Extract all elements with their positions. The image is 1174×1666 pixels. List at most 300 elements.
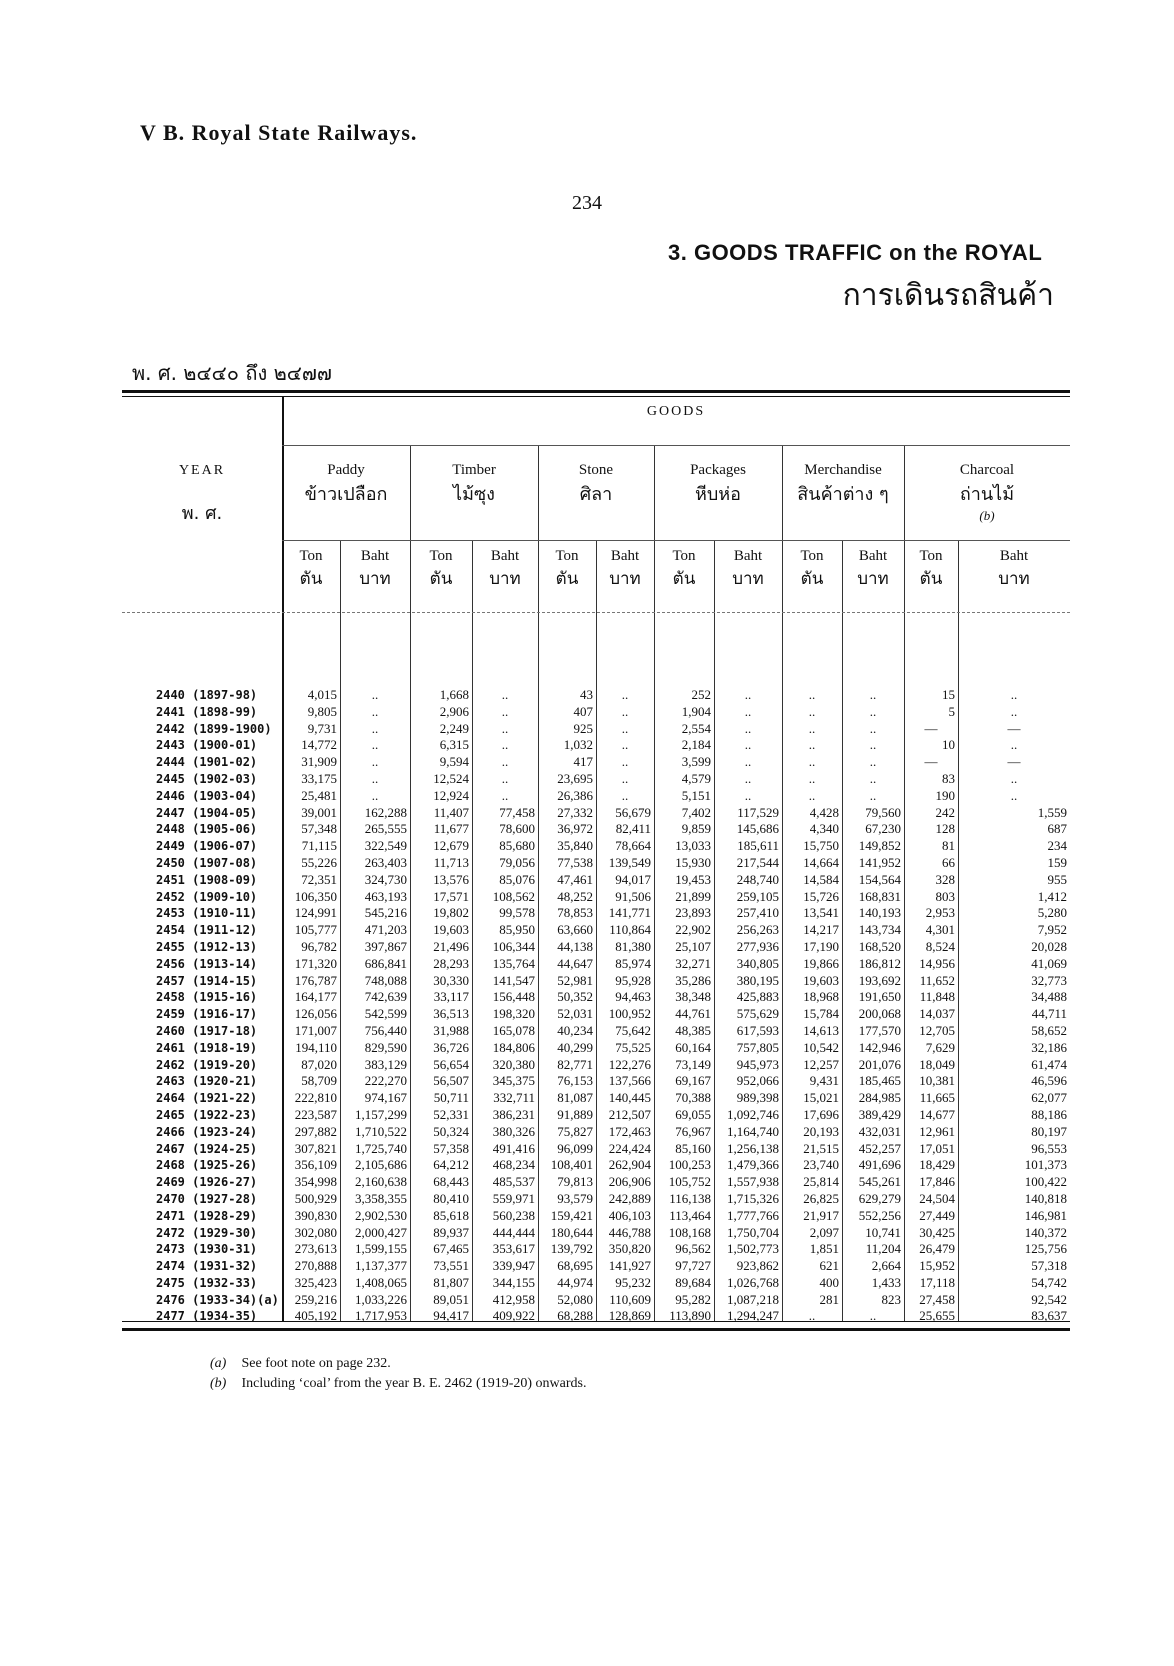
value-cell: 81,087 [557,1090,593,1106]
value-cell: 18,968 [803,989,839,1005]
value-cell: 57,348 [301,821,337,837]
unit-header-baht [958,548,1070,592]
value-cell: 24,504 [919,1190,955,1206]
value-cell: 19,802 [433,905,469,921]
unit-header-baht [842,548,904,592]
value-cell: 156,448 [492,989,535,1005]
value-cell: 60,164 [675,1039,711,1055]
value-cell: 340,805 [736,955,779,971]
value-cell: 259,105 [736,888,779,904]
value-cell: 33,175 [301,770,337,786]
value-cell: .. [744,737,752,753]
year-cell: 2471 (1928-29) [156,1208,258,1223]
value-cell: 11,665 [919,1090,955,1106]
value-cell: 756,440 [364,1022,407,1038]
value-cell: 135,764 [492,955,535,971]
value-cell: 9,805 [307,703,337,719]
value-cell: 14,584 [803,871,839,887]
value-cell: 194,110 [295,1039,337,1055]
value-cell: 40,234 [557,1022,593,1038]
value-cell: 64,212 [433,1157,469,1173]
value-cell: 324,730 [364,871,407,887]
year-cell: 2463 (1920-21) [156,1074,258,1089]
unit-label-thai: บาท [359,569,391,589]
unit-header-ton [538,548,596,592]
value-cell: 386,231 [492,1106,535,1122]
value-cell: 15,784 [803,1006,839,1022]
value-cell: 262,904 [608,1157,651,1173]
value-cell: 1,137,377 [355,1258,407,1274]
value-cell: 11,652 [919,972,955,988]
value-cell: 143,734 [858,922,901,938]
goods-traffic-table [122,687,1070,1325]
value-cell: 92,542 [1031,1291,1067,1307]
value-cell: 432,031 [858,1123,901,1139]
value-cell: 184,806 [492,1039,535,1055]
units-rule [122,612,1070,613]
table-row [122,1006,1070,1023]
page-number: 234 [572,192,602,214]
value-cell: 140,818 [1024,1190,1067,1206]
value-cell: 81,380 [615,938,651,954]
value-cell: 1,904 [681,703,711,719]
value-cell: 12,924 [433,787,469,803]
value-cell: .. [869,1308,877,1324]
value-cell: 105,752 [668,1174,711,1190]
value-cell: .. [808,787,816,803]
value-cell: 57,358 [433,1140,469,1156]
value-cell: 52,080 [557,1291,593,1307]
value-cell: 66 [942,854,955,870]
value-cell: 380,326 [492,1123,535,1139]
table-row [122,821,1070,838]
table-row [122,1275,1070,1292]
value-cell: 2,664 [871,1258,901,1274]
value-cell: 15,726 [803,888,839,904]
value-cell: — [1007,754,1021,770]
value-cell: 1,599,155 [355,1241,407,1257]
value-cell: 21,515 [803,1140,839,1156]
year-cell: 2473 (1930-31) [156,1242,258,1257]
value-cell: 242,889 [608,1190,651,1206]
value-cell: 32,271 [675,955,711,971]
value-cell: 742,639 [364,989,407,1005]
table-row [122,1040,1070,1057]
value-cell: 10,381 [919,1073,955,1089]
table-row [122,1107,1070,1124]
value-cell: 142,946 [858,1039,901,1055]
value-cell: 139,792 [550,1241,593,1257]
value-cell: 400 [819,1274,839,1290]
category-header-packages [654,462,782,508]
value-cell: 13,033 [675,838,711,854]
value-cell: 14,613 [803,1022,839,1038]
value-cell: 1,715,326 [727,1190,779,1206]
value-cell: 186,812 [858,955,901,971]
value-cell: 444,444 [492,1224,535,1240]
value-cell: 380,195 [736,972,779,988]
category-name-thai: ถ่านไม้ [959,484,1015,505]
value-cell: 452,257 [858,1140,901,1156]
value-cell: 44,647 [557,955,593,971]
unit-label: Baht [733,548,763,564]
value-cell: 55,226 [301,854,337,870]
value-cell: 1,408,065 [355,1274,407,1290]
value-cell: 13,541 [803,905,839,921]
value-cell: 94,017 [615,871,651,887]
value-cell: 93,579 [557,1190,593,1206]
value-cell: 18,049 [919,1056,955,1072]
value-cell: 139,549 [608,854,651,870]
value-cell: 168,831 [858,888,901,904]
value-cell: 38,348 [675,989,711,1005]
value-cell: 242 [935,804,955,820]
value-cell: 15,750 [803,838,839,854]
value-cell: 117,529 [737,804,779,820]
value-cell: .. [808,703,816,719]
value-cell: 110,864 [609,922,651,938]
value-cell: 44,761 [675,1006,711,1022]
value-cell: 5 [948,703,955,719]
value-cell: 128 [935,821,955,837]
table-row [122,1308,1070,1325]
year-cell: 2462 (1919-20) [156,1057,258,1072]
table-row [122,1191,1070,1208]
value-cell: 15,952 [919,1258,955,1274]
value-cell: 2,249 [439,720,469,736]
value-cell: .. [371,787,379,803]
table-row [122,1057,1070,1074]
unit-label: Ton [429,548,453,564]
value-cell: 36,513 [433,1006,469,1022]
value-cell: 397,867 [364,938,407,954]
value-cell: 2,902,530 [355,1207,407,1223]
value-cell: 79,813 [557,1174,593,1190]
value-cell: 73,551 [433,1258,469,1274]
goods-label: GOODS [646,404,706,419]
value-cell: 27,332 [557,804,593,820]
table-row [122,939,1070,956]
value-cell: 356,109 [294,1157,337,1173]
table-row [122,771,1070,788]
category-name: Charcoal [959,462,1015,478]
value-cell: 925 [573,720,593,736]
value-cell: .. [621,787,629,803]
value-cell: 5,280 [1037,905,1067,921]
year-cell: 2464 (1921-22) [156,1091,258,1106]
value-cell: 149,852 [858,838,901,854]
value-cell: 95,232 [615,1274,651,1290]
value-cell: .. [869,720,877,736]
value-cell: 23,893 [675,905,711,921]
value-cell: 15 [942,687,955,702]
value-cell: 100,253 [668,1157,711,1173]
value-cell: 99,578 [499,905,535,921]
value-cell: 69,055 [675,1106,711,1122]
value-cell: 58,652 [1031,1022,1067,1038]
value-cell: 140,372 [1024,1224,1067,1240]
value-cell: .. [371,703,379,719]
value-cell: 137,566 [608,1073,651,1089]
value-cell: 4,340 [809,821,839,837]
value-cell: 79,560 [865,804,901,820]
value-cell: .. [808,1308,816,1324]
value-cell: 491,696 [858,1157,901,1173]
value-cell: 26,479 [919,1241,955,1257]
value-cell: 12,705 [919,1022,955,1038]
value-cell: 1,725,740 [355,1140,407,1156]
value-cell: .. [621,703,629,719]
value-cell: 25,655 [919,1308,955,1324]
value-cell: 56,654 [433,1056,469,1072]
unit-header-baht [340,548,410,592]
value-cell: 18,429 [919,1157,955,1173]
value-cell: 259,216 [294,1291,337,1307]
unit-label: Ton [299,548,323,564]
value-cell: .. [744,687,752,702]
value-cell: 257,410 [736,905,779,921]
value-cell: 164,177 [294,989,337,1005]
table-row [122,1258,1070,1275]
value-cell: 500,929 [294,1190,337,1206]
value-cell: 72,351 [301,871,337,887]
table-row [122,1023,1070,1040]
value-cell: 108,562 [492,888,535,904]
value-cell: 165,078 [492,1022,535,1038]
value-cell: 1,433 [871,1274,901,1290]
unit-header-ton [282,548,340,592]
value-cell: 412,958 [492,1291,535,1307]
value-cell: 248,740 [736,871,779,887]
value-cell: 1,851 [809,1241,839,1257]
value-cell: 79,056 [499,854,535,870]
value-cell: 11,204 [865,1241,901,1257]
value-cell: 34,488 [1031,989,1067,1005]
table-row [122,838,1070,855]
value-cell: 52,031 [557,1006,593,1022]
value-cell: 1,164,740 [727,1123,779,1139]
value-cell: 141,952 [858,854,901,870]
value-cell: 44,711 [1031,1006,1067,1022]
value-cell: 126,056 [294,1006,337,1022]
year-cell: 2454 (1911-12) [156,923,258,938]
value-cell: 1,717,953 [355,1308,407,1324]
value-cell: 20,028 [1031,938,1067,954]
value-cell: 383,129 [364,1056,407,1072]
unit-label: Ton [800,548,824,564]
value-cell: 1,710,522 [355,1123,407,1139]
value-cell: 125,756 [1024,1241,1067,1257]
value-cell: .. [869,787,877,803]
value-cell: 76,967 [675,1123,711,1139]
category-name: Merchandise [804,462,882,478]
value-cell: 168,520 [858,938,901,954]
year-cell: 2440 (1897-98) [156,688,258,702]
value-cell: 19,866 [803,955,839,971]
value-cell: .. [1010,703,1018,719]
value-cell: 552,256 [858,1207,901,1223]
unit-label-thai: ตัน [672,569,696,589]
value-cell: 26,825 [803,1190,839,1206]
value-cell: .. [501,787,509,803]
value-cell: 2,000,427 [355,1224,407,1240]
value-cell: 1,256,138 [727,1140,779,1156]
value-cell: 23,740 [803,1157,839,1173]
value-cell: 32,773 [1031,972,1067,988]
value-cell: 14,772 [301,737,337,753]
value-cell: .. [501,720,509,736]
value-cell: 96,099 [557,1140,593,1156]
value-cell: 14,217 [803,922,839,938]
unit-label-thai: บาท [857,569,889,589]
value-cell: 46,596 [1031,1073,1067,1089]
value-cell: — [1007,720,1021,736]
value-cell: 185,611 [737,838,779,854]
value-cell: 78,853 [557,905,593,921]
value-cell: 2,953 [925,905,955,921]
value-cell: .. [744,720,752,736]
value-cell: 56,679 [615,804,651,820]
value-cell: 17,118 [919,1274,955,1290]
category-name-thai: ข้าวเปลือก [304,484,388,505]
table-row [122,889,1070,906]
value-cell: 124,991 [294,905,337,921]
value-cell: 223,587 [294,1106,337,1122]
value-cell: 320,380 [492,1056,535,1072]
value-cell: 354,998 [294,1174,337,1190]
value-cell: 159,421 [550,1207,593,1223]
value-cell: 273,613 [294,1241,337,1257]
footnote-text: See foot note on page 232. [241,1356,391,1371]
unit-label: Ton [672,548,696,564]
value-cell: 2,160,638 [355,1174,407,1190]
value-cell: 87,020 [301,1056,337,1072]
category-header-paddy [282,462,410,508]
unit-label: Baht [999,548,1029,564]
value-cell: 23,695 [557,770,593,786]
category-name: Stone [578,462,614,478]
value-cell: 1,032 [563,737,593,753]
value-cell: 96,562 [675,1241,711,1257]
value-cell: 471,203 [364,922,407,938]
value-cell: 4,301 [925,922,955,938]
value-cell: 252 [691,687,711,702]
value-cell: 106,350 [294,888,337,904]
value-cell: .. [808,687,816,702]
category-name: Packages [690,462,746,478]
value-cell: 1,777,766 [727,1207,779,1223]
year-cell: 2451 (1908-09) [156,872,258,887]
value-cell: 545,261 [858,1174,901,1190]
value-cell: 823 [881,1291,901,1307]
year-cell: 2465 (1922-23) [156,1107,258,1122]
value-cell: 803 [935,888,955,904]
value-cell: 7,952 [1037,922,1067,938]
value-cell: 7,629 [925,1039,955,1055]
value-cell: 177,570 [858,1022,901,1038]
value-cell: 2,554 [681,720,711,736]
value-cell: 389,429 [858,1106,901,1122]
value-cell: 40,299 [557,1039,593,1055]
value-cell: 21,496 [433,938,469,954]
year-cell: 2447 (1904-05) [156,805,258,820]
value-cell: 96,553 [1031,1140,1067,1156]
year-label: YEAR [178,463,226,478]
value-cell: 185,465 [858,1073,901,1089]
value-cell: .. [1010,770,1018,786]
year-cell: 2474 (1931-32) [156,1259,258,1274]
value-cell: 50,324 [433,1123,469,1139]
value-cell: 69,167 [675,1073,711,1089]
unit-label: Ton [555,548,579,564]
value-cell: 12,961 [919,1123,955,1139]
value-cell: 172,463 [608,1123,651,1139]
value-cell: 95,928 [615,972,651,988]
table-row [122,788,1070,805]
value-cell: 1,092,746 [727,1106,779,1122]
value-cell: 9,859 [681,821,711,837]
value-cell: 3,599 [681,754,711,770]
category-name-thai: หีบห่อ [695,484,741,505]
value-cell: 405,192 [294,1308,337,1324]
value-cell: — [924,754,938,770]
unit-label: Baht [610,548,640,564]
year-label-thai: พ. ศ. [181,503,223,524]
year-cell: 2459 (1916-17) [156,1007,258,1022]
value-cell: 82,411 [615,821,651,837]
value-cell: .. [869,737,877,753]
value-cell: .. [621,720,629,736]
value-cell: 101,373 [1024,1157,1067,1173]
value-cell: .. [501,737,509,753]
value-cell: 10,741 [865,1224,901,1240]
value-cell: 277,936 [736,938,779,954]
value-cell: .. [869,687,877,702]
value-cell: 56,507 [433,1073,469,1089]
value-cell: 25,107 [675,938,711,954]
table-row [122,721,1070,738]
unit-header-ton [410,548,472,592]
value-cell: 302,080 [294,1224,337,1240]
unit-label: Baht [858,548,888,564]
year-cell: 2443 (1900-01) [156,738,258,753]
year-cell: 2458 (1915-16) [156,990,258,1005]
year-cell: 2442 (1899-1900) [156,721,272,736]
year-cell: 2476 (1933-34)(a) [156,1292,279,1307]
value-cell: 27,449 [919,1207,955,1223]
value-cell: .. [1010,787,1018,803]
value-cell: 162,288 [364,804,407,820]
value-cell: 485,537 [492,1174,535,1190]
value-cell: 222,810 [294,1090,337,1106]
value-cell: 687 [1047,821,1067,837]
value-cell: 35,840 [557,838,593,854]
value-cell: 4,428 [809,804,839,820]
category-rule [282,540,1070,541]
value-cell: 31,988 [433,1022,469,1038]
category-header-charcoal [904,462,1070,524]
value-cell: 12,257 [803,1056,839,1072]
value-cell: 1,294,247 [727,1308,779,1324]
table-row [122,687,1070,704]
value-cell: 81,807 [433,1274,469,1290]
year-cell: 2468 (1925-26) [156,1158,258,1173]
value-cell: 217,544 [736,854,779,870]
value-cell: .. [808,720,816,736]
value-cell: 58,709 [301,1073,337,1089]
value-cell: 128,869 [608,1308,651,1324]
value-cell: 171,007 [294,1022,337,1038]
